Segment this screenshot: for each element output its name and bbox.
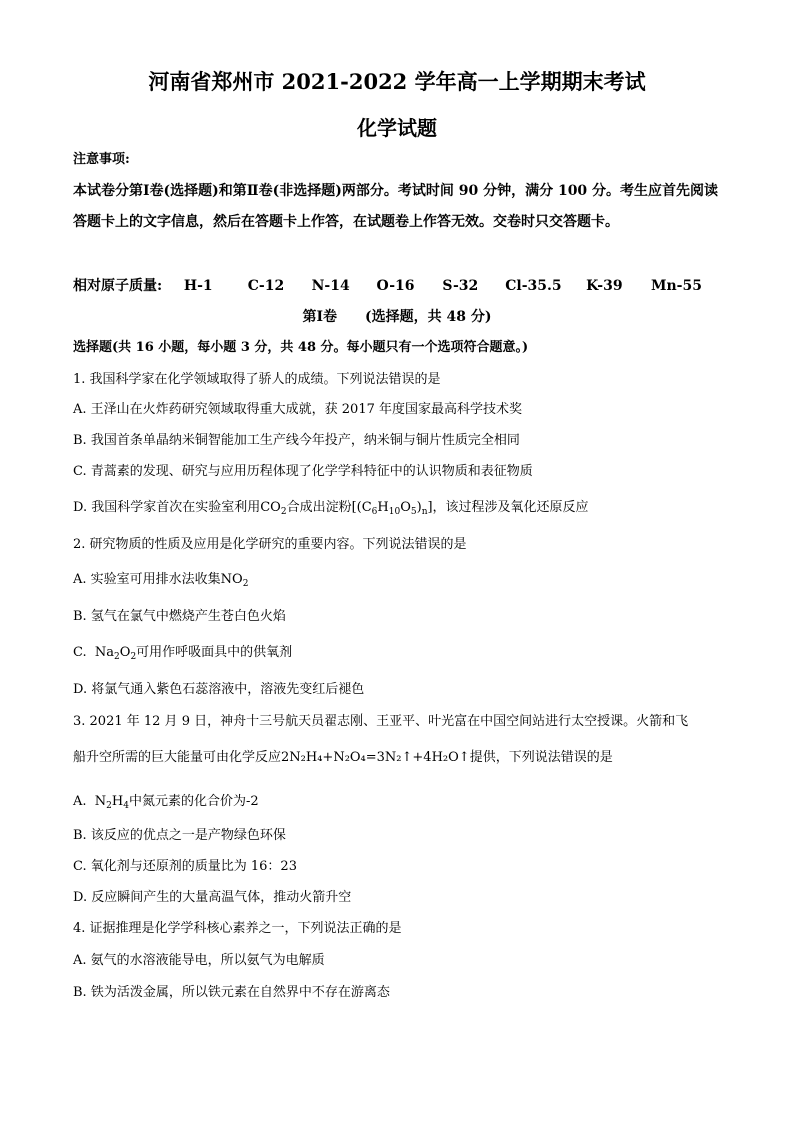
mass-k: K-39 [586, 278, 623, 294]
q3-option-c: C. 氧化剂与还原剂的质量比为 16：23 [73, 859, 297, 874]
exam-subtitle: 化学试题 [357, 116, 437, 140]
q1-option-b: B. 我国首条单晶纳米铜智能加工生产线今年投产，纳米铜与铜片性质完全相同 [73, 433, 520, 448]
masses-label: 相对原子质量: [73, 278, 163, 294]
section-heading: 选择题(共 16 小题，每小题 3 分，共 48 分。每小题只有一个选项符合题意。) [73, 340, 529, 355]
mass-cl: Cl-35.5 [505, 278, 562, 294]
q4-stem: 4. 证据推理是化学学科核心素养之一，下列说法正确的是 [73, 921, 402, 936]
atomic-masses [73, 275, 702, 295]
mass-mn: Mn-55 [651, 278, 702, 294]
q4-option-b: B. 铁为活泼金属，所以铁元素在自然界中不存在游离态 [73, 985, 390, 1000]
q1-option-a: A. 王泽山在火炸药研究领域取得重大成就，获 2017 年度国家最高科学技术奖 [73, 402, 523, 417]
mass-c: C-12 [247, 278, 285, 294]
part1-heading: 第Ⅰ卷 (选择题，共 48 分) [302, 309, 492, 325]
q3-option-b: B. 该反应的优点之一是产物绿色环保 [73, 828, 286, 843]
q2-option-d: D. 将氯气通入紫色石蕊溶液中，溶液先变红后褪色 [73, 682, 365, 697]
exam-title: 河南省郑州市 2021-2022 学年高一上学期期末考试 [148, 69, 646, 94]
mass-s: S-32 [442, 278, 479, 294]
q4-option-a: A. 氨气的水溶液能导电，所以氨气为电解质 [73, 953, 325, 968]
q1-option-d: D. 我国科学家首次在实验室利用$CO_2$合成出淀粉$[(C_6H_{10}O_5)_n]$，该过程涉及氧化还原反应 [73, 500, 589, 517]
mass-n: N-14 [311, 278, 350, 294]
q2-option-a: A. 实验室可用排水法收集$NO_2$ [73, 572, 249, 589]
q2-stem: 2. 研究物质的性质及应用是化学研究的重要内容。下列说法错误的是 [73, 537, 467, 552]
q1-stem: 1. 我国科学家在化学领域取得了骄人的成绩。下列说法错误的是 [73, 372, 441, 387]
notice-text: 本试卷分第Ⅰ卷(选择题)和第Ⅱ卷(非选择题)两部分。考试时间 90 分钟，满分 100 分。考生应首先阅读答题卡上的文字信息，然后在答题卡上作答，在试题卷上作答无效。交卷时只交答题卡。 [73, 183, 719, 230]
q3-stem-line2: 船升空所需的巨大能量可由化学反应2N₂H₄+N₂O₄=3N₂↑+4H₂O↑提供，下列说法错误的是 [73, 750, 613, 765]
q3-stem-line1: 3. 2021 年 12 月 9 日，神舟十三号航天员翟志刚、王亚平、叶光富在中国空间站进行太空授课。火箭和飞 [73, 714, 689, 729]
mass-h: H-1 [183, 278, 213, 294]
reaction-equation: 2N₂H₄+N₂O₄=3N₂↑+4H₂O↑ [281, 750, 470, 765]
q3-option-d: D. 反应瞬间产生的大量高温气体，推动火箭升空 [73, 890, 352, 905]
q1-option-c: C. 青蒿素的发现、研究与应用历程体现了化学学科特征中的认识物质和表征物质 [73, 464, 533, 479]
q2-option-c: C. $Na_2O_2$可用作呼吸面具中的供氧剂 [73, 645, 293, 662]
notice-heading: 注意事项: [73, 152, 130, 167]
q2-option-b: B. 氢气在氯气中燃烧产生苍白色火焰 [73, 609, 286, 624]
q3-option-a: A. $N_2H_4$中氮元素的化合价为-2 [73, 794, 259, 811]
mass-o: O-16 [376, 278, 415, 294]
